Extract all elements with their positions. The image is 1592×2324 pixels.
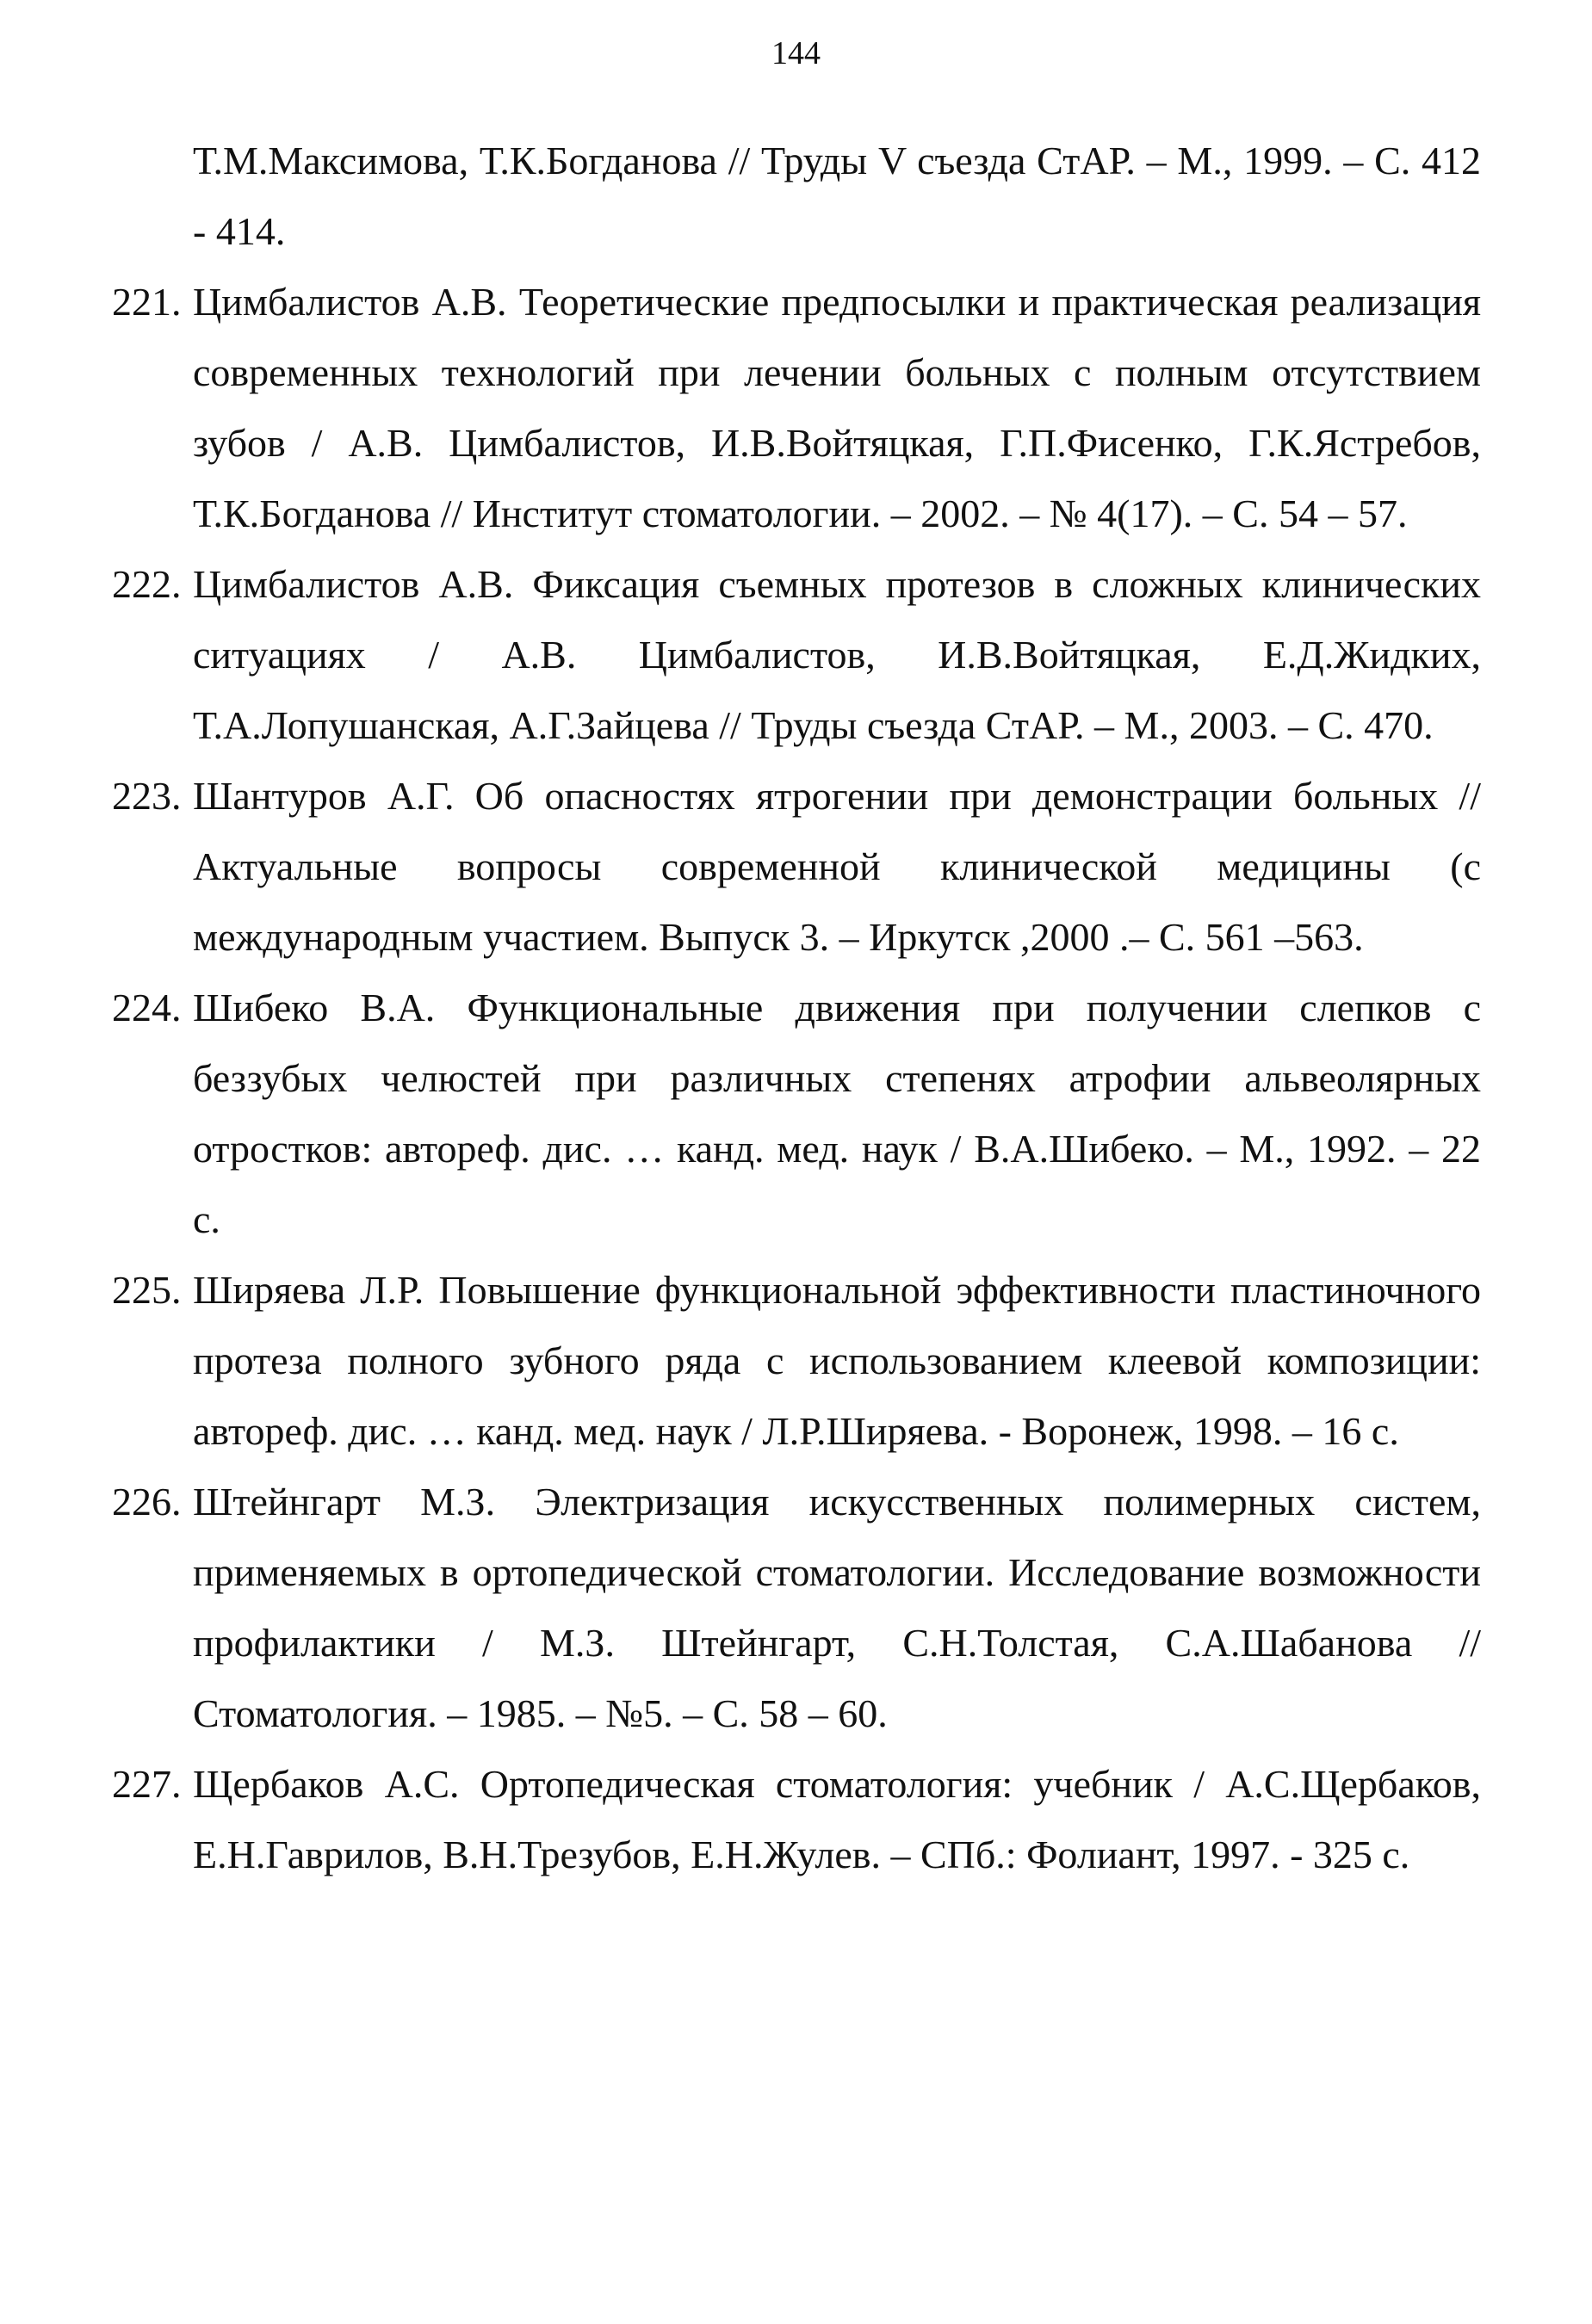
reference-text: Щербаков А.С. Ортопедическая стоматология: учебник / А.С.Щербаков, Е.Н.Гаврилов, В.Н.Трезубов, Е.Н.Жулев. – СПб.: Фолиант, 1997. - 325 с. [193,1762,1481,1876]
reference-entry-222 [112,549,1481,761]
reference-text: Т.М.Максимова, Т.К.Богданова // Труды V съезда СтАР. – М., 1999. – С. 412 - 414. [193,139,1481,253]
reference-text: Ширяева Л.Р. Повышение функциональной эффективности пластиночного протеза полного зубного ряда с использованием клеевой композиции: автореф. дис. … канд. мед. наук / Л.Р.Ширяева. - Воронеж, 1998. – 16 с. [193,1268,1481,1453]
reference-number: 227. [112,1762,182,1806]
reference-entry-226 [112,1467,1481,1749]
reference-text: Шибеко В.А. Функциональные движения при получении слепков с беззубых челюстей при различных степенях атрофии альвеолярных отростков: автореф. дис. … канд. мед. наук / В.А.Шибеко. – М., 1992. – 22 с. [193,986,1481,1241]
reference-entry-225 [112,1255,1481,1467]
reference-text: Цимбалистов А.В. Теоретические предпосылки и практическая реализация современных технологий при лечении больных с полным отсутствием зубов / А.В. Цимбалистов, И.В.Войтяцкая, Г.П.Фисенко, Г.К.Ястребов, Т.К.Богданова // Институт стоматологии. – 2002. – № 4(17). – С. 54 – 57. [193,280,1481,535]
reference-number: 226. [112,1480,182,1524]
reference-text: Штейнгарт М.З. Электризация искусственных полимерных систем, применяемых в ортопедической стоматологии. Исследование возможности профилактики / М.З. Штейнгарт, С.Н.Толстая, С.А.Шабанова // Стоматология. – 1985. – №5. – С. 58 – 60. [193,1480,1481,1735]
reference-text: Шантуров А.Г. Об опасностях ятрогении при демонстрации больных // Актуальные вопросы современной клинической медицины (с международным участием. Выпуск 3. – Иркутск ,2000 .– С. 561 –563. [193,774,1481,959]
reference-entry-223 [112,761,1481,973]
reference-number: 223. [112,774,182,818]
reference-number: 222. [112,562,182,606]
reference-text: Цимбалистов А.В. Фиксация съемных протезов в сложных клинических ситуациях / А.В. Цимбалистов, И.В.Войтяцкая, Е.Д.Жидких, Т.А.Лопушанская, А.Г.Зайцева // Труды съезда СтАР. – М., 2003. – С. 470. [193,562,1481,747]
page-number: 144 [771,35,821,71]
reference-entry-227 [112,1749,1481,1890]
reference-number: 225. [112,1268,182,1312]
reference-number: 224. [112,986,182,1029]
reference-entry-continued [112,126,1481,267]
reference-entry-224 [112,973,1481,1255]
reference-number: 221. [112,280,182,324]
reference-entry-221 [112,267,1481,549]
reference-list [112,126,1481,1890]
